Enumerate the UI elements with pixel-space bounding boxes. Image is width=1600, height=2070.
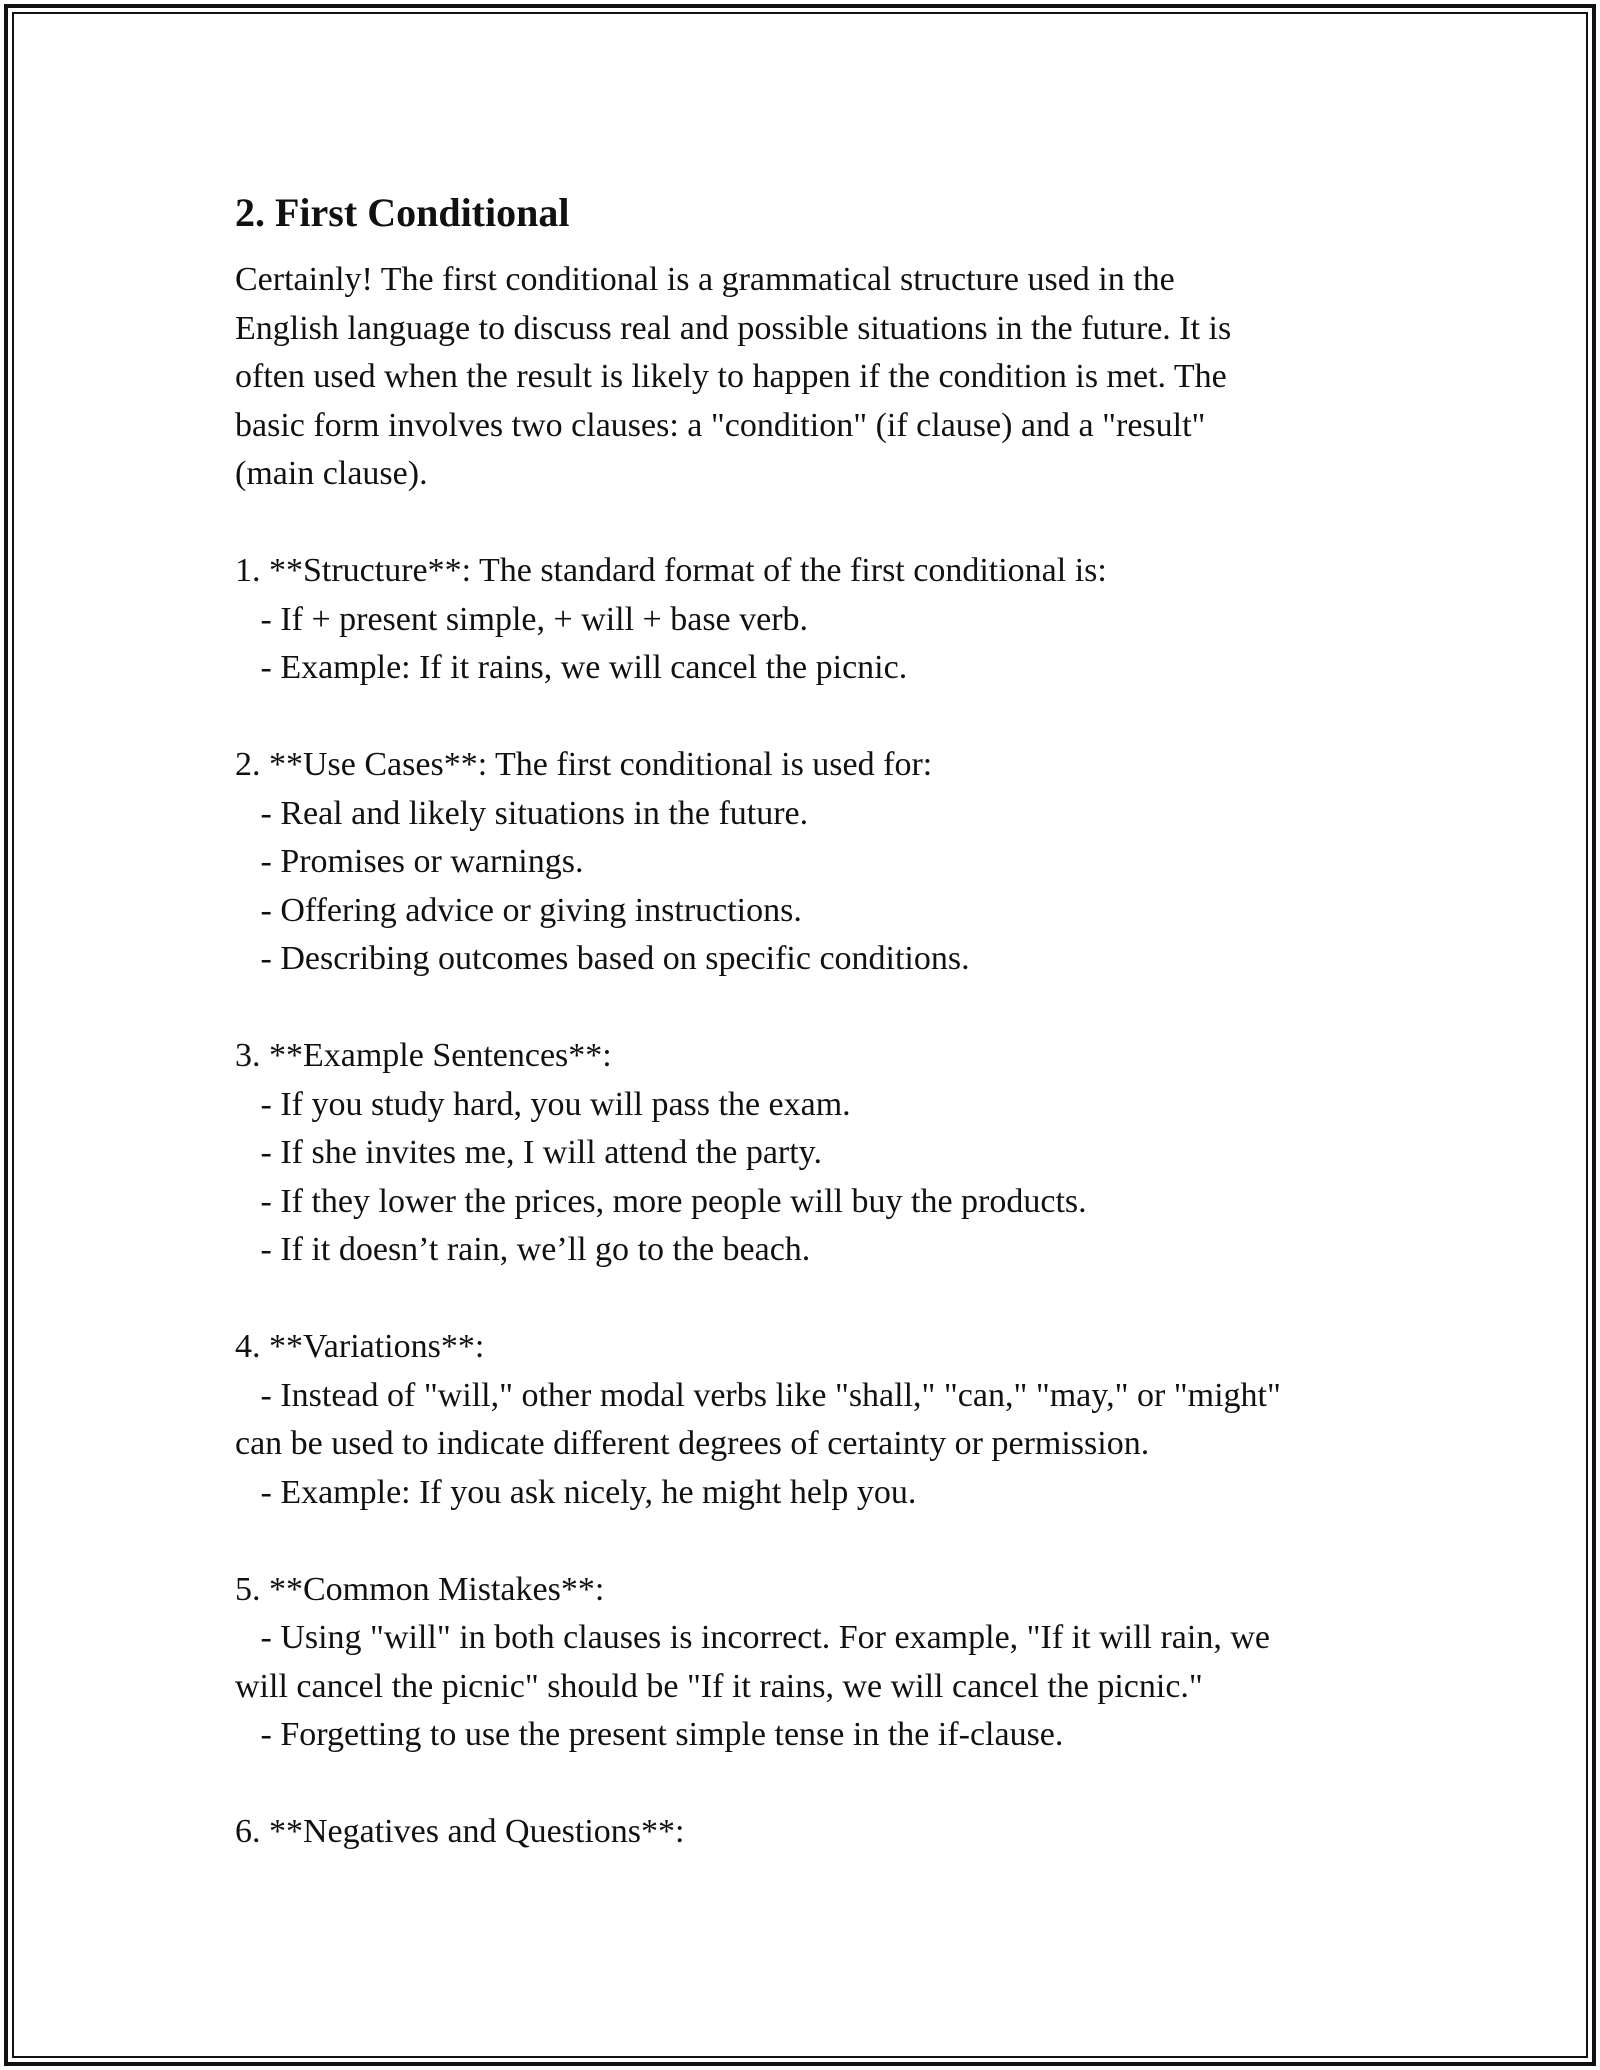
document-content (235, 180, 1395, 1857)
list-item: - Describing outcomes based on specific conditions. (235, 940, 970, 977)
intro-line: Certainly! The first conditional is a grammatical structure used in the (235, 261, 1175, 298)
intro-paragraph (235, 256, 1395, 499)
list-item: - Real and likely situations in the future. (235, 794, 809, 832)
section-title: 1. **Structure**: The standard format of the first conditional is: (235, 552, 1107, 589)
section-example-sentences (235, 1032, 1395, 1275)
spacer (235, 984, 1395, 1033)
list-item: will cancel the picnic" should be "If it rains, we will cancel the picnic." (235, 1667, 1203, 1705)
section-structure (235, 547, 1395, 693)
section-title: 4. **Variations**: (235, 1328, 485, 1365)
list-item: - Using "will" in both clauses is incorrect. For example, "If it will rain, we (235, 1619, 1270, 1656)
spacer (235, 693, 1395, 742)
intro-line: often used when the result is likely to happen if the condition is met. The (235, 358, 1227, 395)
list-item: - If they lower the prices, more people will buy the products. (235, 1182, 1087, 1220)
list-item: - If she invites me, I will attend the party. (235, 1134, 822, 1171)
spacer (235, 1275, 1395, 1324)
section-title: 5. **Common Mistakes**: (235, 1570, 605, 1608)
list-item: - Instead of "will," other modal verbs like "shall," "can," "may," or "might" (235, 1376, 1281, 1414)
section-title: 2. **Use Cases**: The first conditional is used for: (235, 746, 933, 783)
intro-line: basic form involves two clauses: a "condition" (if clause) and a "result" (235, 406, 1206, 444)
list-item: - Forgetting to use the present simple tense in the if-clause. (235, 1716, 1064, 1753)
section-common-mistakes (235, 1566, 1395, 1760)
spacer (235, 1760, 1395, 1809)
list-item: - If you study hard, you will pass the exam. (235, 1085, 851, 1123)
section-title: 6. **Negatives and Questions**: (235, 1813, 685, 1850)
list-item: - If + present simple, + will + base verb. (235, 600, 809, 638)
intro-line: English language to discuss real and possible situations in the future. It is (235, 309, 1232, 347)
spacer (235, 499, 1395, 548)
intro-line: (main clause). (235, 455, 428, 492)
section-variations (235, 1323, 1395, 1517)
list-item: - Example: If you ask nicely, he might help you. (235, 1473, 917, 1511)
list-item: - Promises or warnings. (235, 843, 584, 880)
section-heading: 2. First Conditional (235, 190, 570, 235)
list-item: - Example: If it rains, we will cancel the picnic. (235, 649, 908, 686)
list-item: - If it doesn’t rain, we’ll go to the beach. (235, 1231, 811, 1268)
list-item: - Offering advice or giving instructions. (235, 891, 802, 929)
section-negatives-questions (235, 1808, 1395, 1857)
section-use-cases (235, 741, 1395, 984)
spacer (235, 1517, 1395, 1566)
list-item: can be used to indicate different degrees of certainty or permission. (235, 1425, 1150, 1462)
section-title: 3. **Example Sentences**: (235, 1037, 612, 1074)
